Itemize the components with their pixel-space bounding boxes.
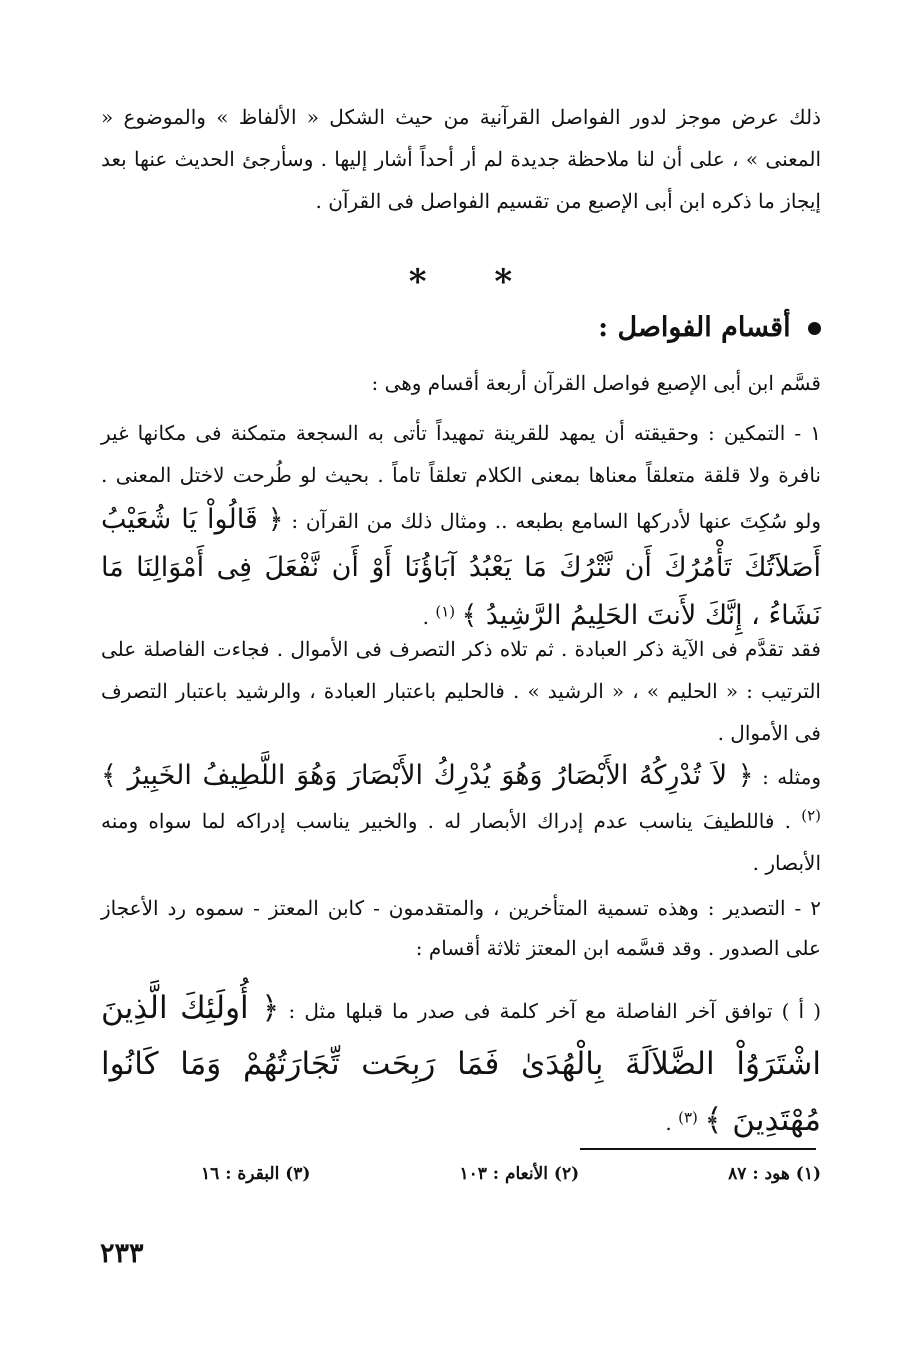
footnote-1: (١) هود : ٨٧ (728, 1164, 821, 1184)
part-a-paragraph (101, 980, 821, 1148)
footnote-ref-3: (٣) (678, 1108, 698, 1127)
example-2-block (101, 752, 821, 884)
example-2-lead: ومثله : (762, 765, 821, 789)
section-intro: قسَّم ابن أبى الإصبع فواصل القرآن أربعة أقسام وهى : (371, 371, 821, 395)
example-2-paragraph (101, 752, 821, 884)
tamkeen-block (101, 412, 821, 640)
intro-block (101, 96, 821, 222)
explanation-2: . فاللطيفَ يناسب عدم إدراك الأبصار له . والخبير يناسب إدراكه لما سواه ومنه الأبصار . (101, 809, 821, 875)
footnote-ref-2: (٢) (801, 806, 822, 825)
star-separator (0, 262, 921, 302)
verse-3-end: . (665, 1111, 672, 1135)
star-2: * (494, 262, 513, 302)
intro-paragraph: ذلك عرض موجز لدور الفواصل القرآنية من حيث الشكل « الألفاظ » والموضوع « المعنى » ، على أن لنا ملاحظة جديدة لم أر أحداً أشار إليها . وسأرجئ الحديث عنها بعد إيجاز ما ذكره ابن أبى الإصبع من تقسيم الفواصل فى القرآن . (101, 105, 821, 213)
section-heading (101, 312, 821, 343)
explanation-1-block (101, 628, 821, 754)
star-1: * (408, 262, 427, 302)
section-heading-text: أقسام الفواصل : (598, 312, 791, 343)
bullet-icon (808, 322, 821, 335)
quran-verse-3: ﴿ أُولَئِكَ الَّذِينَ اشْتَرَوُاْ الضَّلاَلَةَ بِالْهُدَىٰ فَمَا رَبِحَت تِّجَارَتُهُمْ وَمَا كَانُوا مُهْتَدِينَ ﴾ (101, 990, 821, 1138)
footnote-ref-1: (١) (435, 602, 456, 621)
explanation-1: فقد تقدَّم فى الآية ذكر العبادة . ثم تلاه ذكر التصرف فى الأموال . فجاءت الفاصلة على الترتيب : « الحليم » ، « الرشيد » . فالحليم باعتبار العبادة ، والرشيد باعتبار التصرف فى الأموال . (101, 637, 821, 745)
verse-1-end: . (422, 605, 429, 629)
section-intro-block (101, 362, 821, 404)
quran-verse-1: ﴿ قَالُواْ يَا شُعَيْبُ أَصَلاَتُكَ تَأْمُرُكَ أَن نَّتْرُكَ مَا يَعْبُدُ آبَاؤُنَا أَوْ أَن نَّفْعَلَ فِى أَمْوَالِنَا مَا نَشَاءُ ، إِنَّكَ لأَنتَ الحَلِيمُ الرَّشِيدُ ﴾ (101, 504, 821, 631)
part-a-lead: ( أ ) توافق آخر الفاصلة مع آخر كلمة فى صدر ما قبلها مثل : (288, 999, 821, 1023)
quran-verse-2: ﴿ لاَ تُدْرِكُهُ الأَبْصَارُ وَهُوَ يُدْرِكُ الأَبْصَارَ وَهُوَ اللَّطِيفُ الخَبِيرُ ﴾ (101, 760, 754, 791)
part-a-block (101, 980, 821, 1148)
page-number: ٢٣٣ (100, 1238, 144, 1269)
tamkeen-paragraph (101, 412, 821, 640)
tasdeer-definition: ٢ - التصدير : وهذه تسمية المتأخرين ، والمتقدمون - كابن المعتز - سموه رد الأعجاز على الصدور . وقد قسَّمه ابن المعتز ثلاثة أقسام : (101, 896, 821, 960)
footnote-divider (580, 1148, 816, 1150)
tamkeen-definition: ١ - التمكين : وحقيقته أن يمهد للقرينة تمهيداً تأتى به السجعة متمكنة فى مكانها غير نافرة ولا قلقة متعلقاً معناها بمعنى الكلام تعلقاً تاماً . بحيث لو طُرحت لاختل المعنى . ولو سُكِتَ عنها لأدركها السامع بطبعه .. ومثال ذلك من القرآن : (101, 421, 821, 533)
footnotes (201, 1164, 821, 1184)
tasdeer-block (101, 888, 821, 968)
footnote-2: (٢) الأنعام : ١٠٣ (459, 1164, 580, 1184)
footnote-3: (٣) البقرة : ١٦ (201, 1164, 311, 1184)
